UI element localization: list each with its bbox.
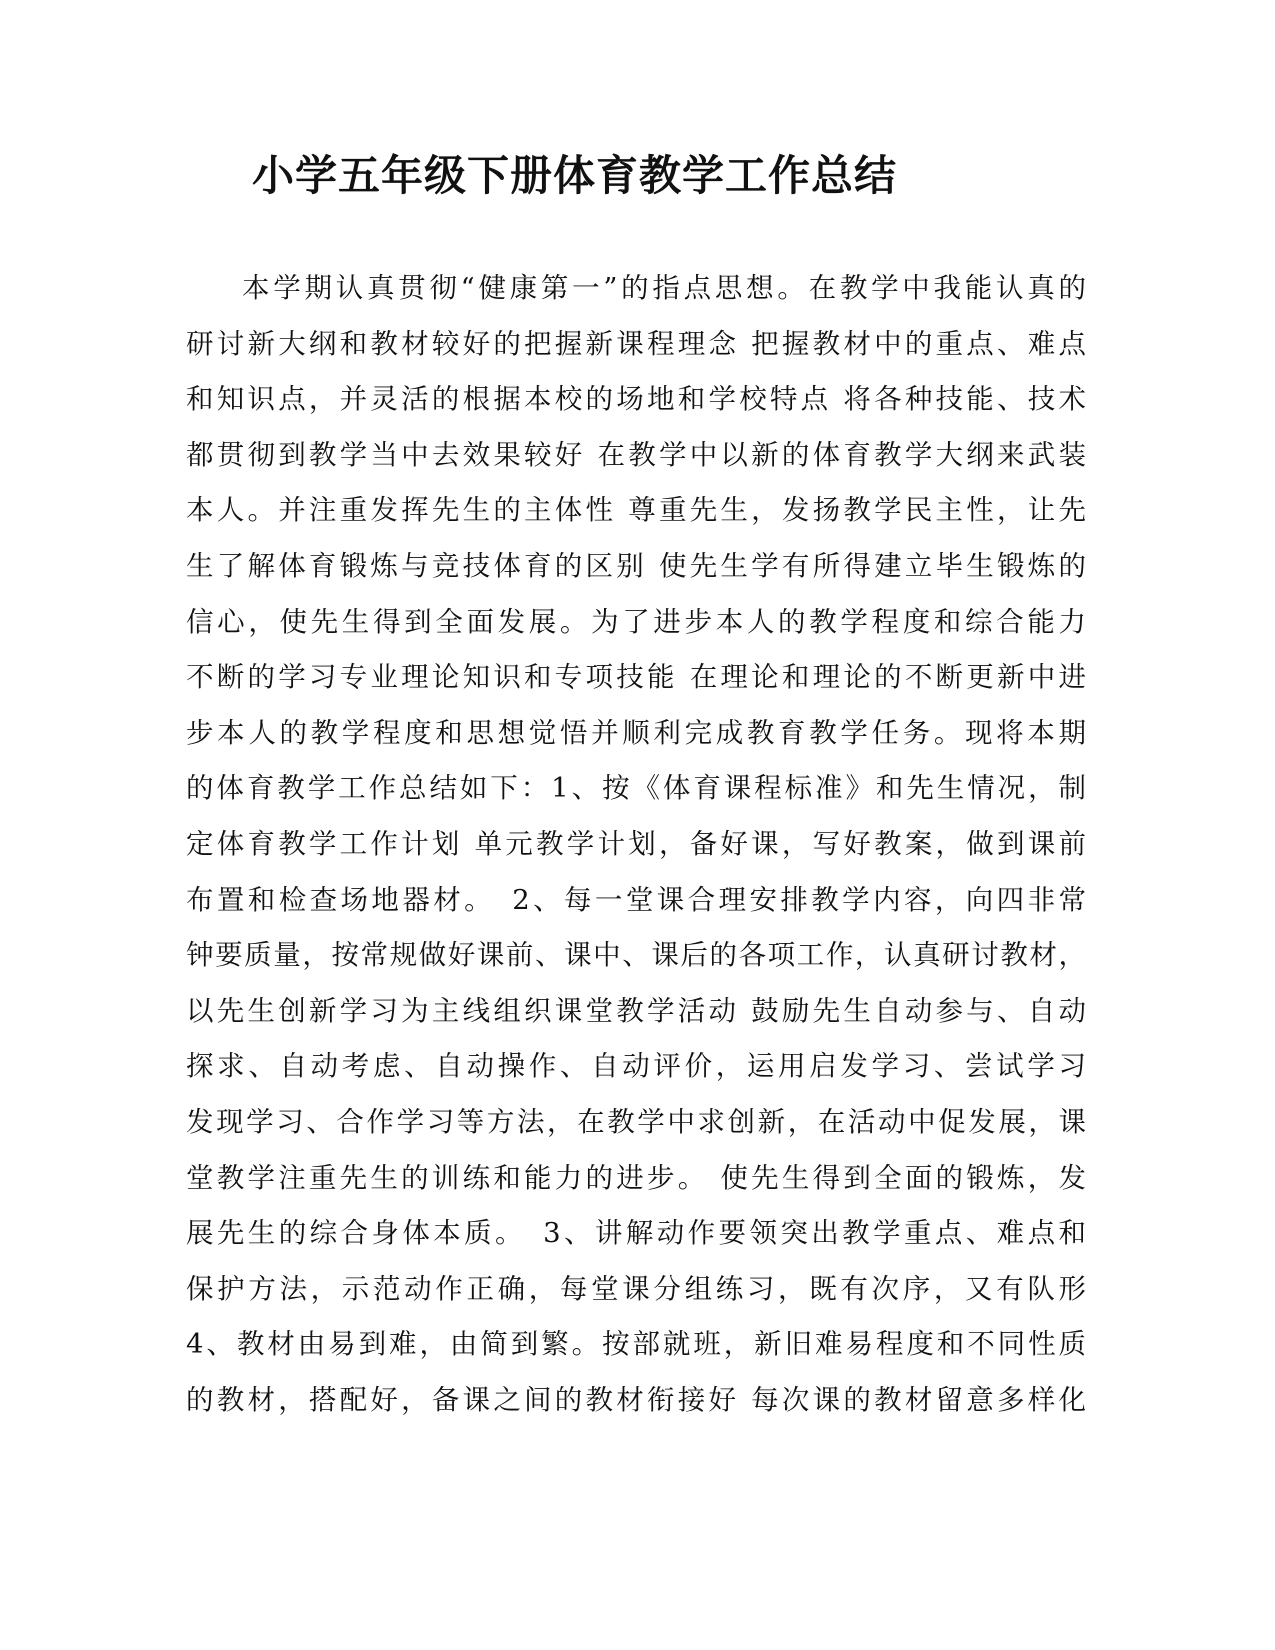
body-text-line: 保护方法，示范动作正确，每堂课分组练习，既有次序，又有队形 <box>186 1272 1086 1305</box>
body-text-line: 步本人的教学程度和思想觉悟并顺利完成教育教学任务。现将本期 <box>186 716 1086 749</box>
body-text-line: 都贯彻到教学当中去效果较好 在教学中以新的体育教学大纲来武装 <box>186 438 1086 471</box>
document-body <box>186 261 1086 1428</box>
body-text-line: 以先生创新学习为主线组织课堂教学活动 鼓励先生自动参与、自动 <box>186 994 1086 1027</box>
body-text-line: 和知识点，并灵活的根据本校的场地和学校特点 将各种技能、技术 <box>186 383 1086 416</box>
body-text-line: 生了解体育锻炼与竞技体育的区别 使先生学有所得建立毕生锻炼的 <box>186 549 1086 582</box>
body-text-line: 本学期认真贯彻“健康第一”的指点思想。在教学中我能认真的 <box>242 272 1086 304</box>
body-text-line: 展先生的综合身体本质。 3、讲解动作要领突出教学重点、难点和 <box>186 1217 1086 1250</box>
body-text-line: 定体育教学工作计划 单元教学计划，备好课，写好教案，做到课前 <box>186 827 1086 860</box>
body-text-line: 布置和检查场地器材。 2、每一堂课合理安排教学内容，向四非常 <box>186 883 1086 916</box>
body-text-line: 的教材，搭配好，备课之间的教材衔接好 每次课的教材留意多样化 <box>186 1383 1086 1416</box>
body-text-line: 本人。并注重发挥先生的主体性 尊重先生，发扬教学民主性，让先 <box>186 494 1086 527</box>
body-text-line: 研讨新大纲和教材较好的把握新课程理念 把握教材中的重点、难点 <box>186 327 1086 360</box>
body-text-line: 发现学习、合作学习等方法，在教学中求创新，在活动中促发展，课 <box>186 1105 1086 1138</box>
document-title: 小学五年级下册体育教学工作总结 <box>252 151 898 200</box>
body-text-line: 钟要质量，按常规做好课前、课中、课后的各项工作，认真研讨教材， <box>186 939 1086 972</box>
body-text-line: 探求、自动考虑、自动操作、自动评价，运用启发学习、尝试学习 <box>186 1050 1086 1083</box>
body-text-line: 的体育教学工作总结如下：1、按《体育课程标准》和先生情况，制 <box>186 772 1086 805</box>
body-text-line: 信心，使先生得到全面发展。为了进步本人的教学程度和综合能力 <box>186 605 1086 638</box>
body-text-line: 4、教材由易到难，由简到繁。按部就班，新旧难易程度和不同性质 <box>186 1328 1086 1361</box>
body-text-line: 堂教学注重先生的训练和能力的进步。 使先生得到全面的锻炼，发 <box>186 1161 1086 1194</box>
body-text-line: 不断的学习专业理论知识和专项技能 在理论和理论的不断更新中进 <box>186 661 1086 694</box>
